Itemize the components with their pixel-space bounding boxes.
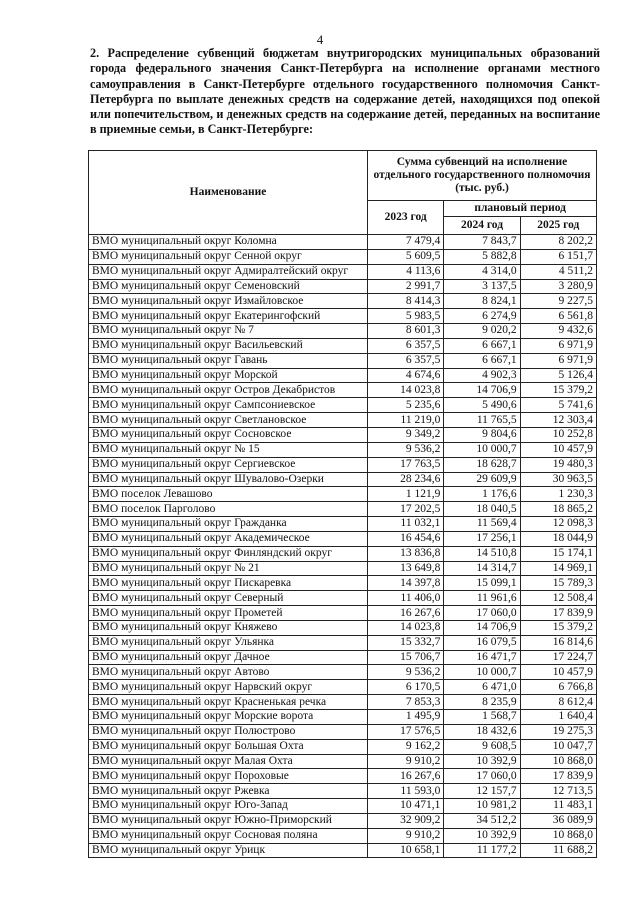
row-value-2024: 16 471,7 bbox=[444, 650, 520, 665]
row-value-2024: 4 902,3 bbox=[444, 368, 520, 383]
row-name: ВМО муниципальный округ Светлановское bbox=[89, 413, 368, 428]
table-row bbox=[89, 309, 597, 324]
row-value-2023: 6 357,5 bbox=[368, 353, 444, 368]
row-value-2023: 11 032,1 bbox=[368, 517, 444, 532]
row-name: ВМО муниципальный округ Сампсониевское bbox=[89, 398, 368, 413]
row-name: ВМО муниципальный округ Пискаревка bbox=[89, 576, 368, 591]
table-row bbox=[89, 235, 597, 250]
row-name: ВМО муниципальный округ Княжево bbox=[89, 620, 368, 635]
table-row bbox=[89, 472, 597, 487]
row-value-2023: 28 234,6 bbox=[368, 472, 444, 487]
row-value-2024: 6 471,0 bbox=[444, 680, 520, 695]
table-row bbox=[89, 338, 597, 353]
row-value-2024: 5 882,8 bbox=[444, 249, 520, 264]
row-name: ВМО муниципальный округ Сергиевское bbox=[89, 457, 368, 472]
row-value-2025: 5 126,4 bbox=[520, 368, 596, 383]
row-value-2023: 10 471,1 bbox=[368, 799, 444, 814]
row-value-2023: 7 853,3 bbox=[368, 695, 444, 710]
table-row bbox=[89, 754, 597, 769]
row-name: ВМО муниципальный округ Гражданка bbox=[89, 517, 368, 532]
row-value-2024: 1 568,7 bbox=[444, 710, 520, 725]
row-name: ВМО муниципальный округ Юго-Запад bbox=[89, 799, 368, 814]
row-name: ВМО муниципальный округ Гавань bbox=[89, 353, 368, 368]
row-value-2023: 1 495,9 bbox=[368, 710, 444, 725]
row-value-2025: 30 963,5 bbox=[520, 472, 596, 487]
row-value-2023: 16 267,6 bbox=[368, 606, 444, 621]
row-name: ВМО муниципальный округ Пороховые bbox=[89, 769, 368, 784]
row-value-2024: 14 706,9 bbox=[444, 383, 520, 398]
row-name: ВМО муниципальный округ Красненькая речка bbox=[89, 695, 368, 710]
row-value-2025: 15 789,3 bbox=[520, 576, 596, 591]
table-row bbox=[89, 249, 597, 264]
row-value-2025: 19 480,3 bbox=[520, 457, 596, 472]
row-value-2024: 17 060,0 bbox=[444, 769, 520, 784]
row-value-2024: 9 608,5 bbox=[444, 739, 520, 754]
row-value-2024: 6 667,1 bbox=[444, 353, 520, 368]
row-name: ВМО муниципальный округ Семеновский bbox=[89, 279, 368, 294]
row-name: ВМО муниципальный округ Академическое bbox=[89, 531, 368, 546]
row-value-2025: 6 971,9 bbox=[520, 353, 596, 368]
row-value-2024: 1 176,6 bbox=[444, 487, 520, 502]
table-row bbox=[89, 546, 597, 561]
row-value-2024: 17 060,0 bbox=[444, 606, 520, 621]
row-value-2023: 16 267,6 bbox=[368, 769, 444, 784]
row-value-2025: 17 224,7 bbox=[520, 650, 596, 665]
row-name: ВМО муниципальный округ Коломна bbox=[89, 235, 368, 250]
row-value-2025: 18 044,9 bbox=[520, 531, 596, 546]
row-value-2025: 6 766,8 bbox=[520, 680, 596, 695]
row-value-2024: 14 706,9 bbox=[444, 620, 520, 635]
header-year-2024: 2024 год bbox=[444, 217, 520, 235]
row-name: ВМО муниципальный округ Шувалово-Озерки bbox=[89, 472, 368, 487]
row-value-2023: 1 121,9 bbox=[368, 487, 444, 502]
row-value-2023: 5 235,6 bbox=[368, 398, 444, 413]
row-name: ВМО муниципальный округ Северный bbox=[89, 591, 368, 606]
table-row bbox=[89, 591, 597, 606]
header-year-2025: 2025 год bbox=[520, 217, 596, 235]
table-row bbox=[89, 487, 597, 502]
row-value-2025: 6 151,7 bbox=[520, 249, 596, 264]
row-value-2025: 18 865,2 bbox=[520, 502, 596, 517]
row-value-2024: 16 079,5 bbox=[444, 635, 520, 650]
row-value-2025: 11 483,1 bbox=[520, 799, 596, 814]
table-row bbox=[89, 427, 597, 442]
row-name: ВМО муниципальный округ № 7 bbox=[89, 324, 368, 339]
row-value-2024: 6 667,1 bbox=[444, 338, 520, 353]
row-value-2025: 16 814,6 bbox=[520, 635, 596, 650]
row-value-2025: 12 713,5 bbox=[520, 784, 596, 799]
row-value-2024: 5 490,6 bbox=[444, 398, 520, 413]
row-name: ВМО муниципальный округ Екатерингофский bbox=[89, 309, 368, 324]
table-row bbox=[89, 531, 597, 546]
row-value-2025: 15 174,1 bbox=[520, 546, 596, 561]
row-value-2023: 9 162,2 bbox=[368, 739, 444, 754]
table-row bbox=[89, 442, 597, 457]
table-body bbox=[89, 235, 597, 858]
table-row bbox=[89, 294, 597, 309]
row-value-2024: 29 609,9 bbox=[444, 472, 520, 487]
row-value-2024: 10 000,7 bbox=[444, 442, 520, 457]
row-value-2025: 8 612,4 bbox=[520, 695, 596, 710]
row-value-2025: 5 741,6 bbox=[520, 398, 596, 413]
row-name: ВМО муниципальный округ Морской bbox=[89, 368, 368, 383]
row-value-2023: 15 332,7 bbox=[368, 635, 444, 650]
table-row bbox=[89, 368, 597, 383]
row-name: ВМО муниципальный округ № 21 bbox=[89, 561, 368, 576]
row-value-2024: 10 392,9 bbox=[444, 828, 520, 843]
row-value-2023: 7 479,4 bbox=[368, 235, 444, 250]
row-name: ВМО муниципальный округ Сенной округ bbox=[89, 249, 368, 264]
row-value-2023: 15 706,7 bbox=[368, 650, 444, 665]
row-value-2024: 18 040,5 bbox=[444, 502, 520, 517]
row-value-2023: 17 202,5 bbox=[368, 502, 444, 517]
row-value-2024: 12 157,7 bbox=[444, 784, 520, 799]
row-value-2024: 17 256,1 bbox=[444, 531, 520, 546]
table-row bbox=[89, 279, 597, 294]
row-value-2024: 11 765,5 bbox=[444, 413, 520, 428]
row-value-2025: 1 640,4 bbox=[520, 710, 596, 725]
row-value-2025: 10 457,9 bbox=[520, 665, 596, 680]
row-name: ВМО муниципальный округ Большая Охта bbox=[89, 739, 368, 754]
row-value-2025: 10 047,7 bbox=[520, 739, 596, 754]
row-value-2024: 10 000,7 bbox=[444, 665, 520, 680]
row-value-2023: 9 910,2 bbox=[368, 754, 444, 769]
row-name: ВМО муниципальный округ Сосновая поляна bbox=[89, 828, 368, 843]
table-row bbox=[89, 635, 597, 650]
row-value-2025: 9 432,6 bbox=[520, 324, 596, 339]
row-value-2025: 17 839,9 bbox=[520, 769, 596, 784]
table-row bbox=[89, 680, 597, 695]
section-heading: 2. Распределение субвенций бюджетам внутригородских муниципальных образований города федерального значения Санкт-Петербурга на исполнение органами местного самоуправления в Санкт-Петербурге отдельного государственного полномочия Санкт-Петербурга по выплате денежных средств на содержание детей, находящихся под опекой или попечительством, и денежных средств на содержание детей, переданных на воспитание в приемные семьи, в Санкт-Петербурге: bbox=[90, 46, 600, 137]
row-name: ВМО муниципальный округ Прометей bbox=[89, 606, 368, 621]
row-value-2025: 12 303,4 bbox=[520, 413, 596, 428]
row-name: ВМО муниципальный округ Дачное bbox=[89, 650, 368, 665]
row-value-2025: 15 379,2 bbox=[520, 620, 596, 635]
row-value-2025: 10 252,8 bbox=[520, 427, 596, 442]
row-value-2023: 4 674,6 bbox=[368, 368, 444, 383]
row-value-2024: 15 099,1 bbox=[444, 576, 520, 591]
row-value-2025: 36 089,9 bbox=[520, 813, 596, 828]
row-name: ВМО муниципальный округ Малая Охта bbox=[89, 754, 368, 769]
row-value-2024: 14 314,7 bbox=[444, 561, 520, 576]
row-name: ВМО муниципальный округ Финляндский округ bbox=[89, 546, 368, 561]
row-value-2024: 11 569,4 bbox=[444, 517, 520, 532]
row-value-2023: 32 909,2 bbox=[368, 813, 444, 828]
row-value-2024: 6 274,9 bbox=[444, 309, 520, 324]
row-value-2025: 4 511,2 bbox=[520, 264, 596, 279]
row-value-2025: 12 098,3 bbox=[520, 517, 596, 532]
row-value-2023: 9 536,2 bbox=[368, 665, 444, 680]
row-value-2025: 14 969,1 bbox=[520, 561, 596, 576]
table-row bbox=[89, 383, 597, 398]
row-value-2023: 8 414,3 bbox=[368, 294, 444, 309]
row-value-2024: 8 824,1 bbox=[444, 294, 520, 309]
row-value-2023: 8 601,3 bbox=[368, 324, 444, 339]
row-value-2023: 6 170,5 bbox=[368, 680, 444, 695]
row-name: ВМО муниципальный округ Автово bbox=[89, 665, 368, 680]
row-value-2025: 10 457,9 bbox=[520, 442, 596, 457]
table-row bbox=[89, 769, 597, 784]
table-row bbox=[89, 650, 597, 665]
table-row bbox=[89, 710, 597, 725]
row-value-2023: 2 991,7 bbox=[368, 279, 444, 294]
row-value-2023: 6 357,5 bbox=[368, 338, 444, 353]
row-name: ВМО поселок Левашово bbox=[89, 487, 368, 502]
row-value-2023: 13 649,8 bbox=[368, 561, 444, 576]
row-value-2025: 15 379,2 bbox=[520, 383, 596, 398]
table-row bbox=[89, 799, 597, 814]
header-total: Сумма субвенций на исполнение отдельного государственного полномочия (тыс. руб.) bbox=[368, 151, 597, 201]
table-row bbox=[89, 695, 597, 710]
header-planned-period: плановый период bbox=[444, 201, 597, 217]
row-value-2023: 14 023,8 bbox=[368, 620, 444, 635]
row-value-2023: 4 113,6 bbox=[368, 264, 444, 279]
row-value-2024: 11 177,2 bbox=[444, 843, 520, 858]
row-name: ВМО муниципальный округ Урицк bbox=[89, 843, 368, 858]
row-value-2023: 9 910,2 bbox=[368, 828, 444, 843]
row-value-2024: 18 432,6 bbox=[444, 724, 520, 739]
row-value-2024: 10 981,2 bbox=[444, 799, 520, 814]
row-value-2023: 10 658,1 bbox=[368, 843, 444, 858]
row-name: ВМО муниципальный округ Васильевский bbox=[89, 338, 368, 353]
row-name: ВМО муниципальный округ Полюстрово bbox=[89, 724, 368, 739]
row-value-2024: 34 512,2 bbox=[444, 813, 520, 828]
row-name: ВМО муниципальный округ Южно-Приморский bbox=[89, 813, 368, 828]
table-row bbox=[89, 353, 597, 368]
row-value-2023: 17 763,5 bbox=[368, 457, 444, 472]
row-value-2024: 9 020,2 bbox=[444, 324, 520, 339]
row-name: ВМО муниципальный округ № 15 bbox=[89, 442, 368, 457]
header-year-2023: 2023 год bbox=[368, 201, 444, 235]
row-value-2025: 17 839,9 bbox=[520, 606, 596, 621]
table-row bbox=[89, 457, 597, 472]
row-name: ВМО муниципальный округ Сосновское bbox=[89, 427, 368, 442]
row-value-2023: 11 593,0 bbox=[368, 784, 444, 799]
row-value-2025: 9 227,5 bbox=[520, 294, 596, 309]
row-name: ВМО муниципальный округ Измайловское bbox=[89, 294, 368, 309]
row-value-2024: 14 510,8 bbox=[444, 546, 520, 561]
row-value-2024: 3 137,5 bbox=[444, 279, 520, 294]
row-value-2023: 11 219,0 bbox=[368, 413, 444, 428]
row-value-2025: 8 202,2 bbox=[520, 235, 596, 250]
table-row bbox=[89, 813, 597, 828]
row-name: ВМО муниципальный округ Морские ворота bbox=[89, 710, 368, 725]
row-value-2025: 19 275,3 bbox=[520, 724, 596, 739]
row-value-2023: 17 576,5 bbox=[368, 724, 444, 739]
table-row bbox=[89, 324, 597, 339]
row-value-2024: 8 235,9 bbox=[444, 695, 520, 710]
row-name: ВМО поселок Парголово bbox=[89, 502, 368, 517]
table-row bbox=[89, 843, 597, 858]
row-value-2025: 10 868,0 bbox=[520, 754, 596, 769]
table-row bbox=[89, 620, 597, 635]
row-value-2024: 11 961,6 bbox=[444, 591, 520, 606]
row-name: ВМО муниципальный округ Адмиралтейский округ bbox=[89, 264, 368, 279]
page-number: 4 bbox=[316, 32, 324, 47]
row-value-2024: 10 392,9 bbox=[444, 754, 520, 769]
table-row bbox=[89, 828, 597, 843]
row-value-2023: 11 406,0 bbox=[368, 591, 444, 606]
table-row bbox=[89, 413, 597, 428]
table-row bbox=[89, 576, 597, 591]
row-value-2024: 7 843,7 bbox=[444, 235, 520, 250]
row-value-2023: 14 023,8 bbox=[368, 383, 444, 398]
table-row bbox=[89, 784, 597, 799]
row-value-2023: 14 397,8 bbox=[368, 576, 444, 591]
table-row bbox=[89, 606, 597, 621]
row-value-2023: 9 536,2 bbox=[368, 442, 444, 457]
row-value-2025: 3 280,9 bbox=[520, 279, 596, 294]
subvention-table bbox=[88, 150, 597, 858]
table-row bbox=[89, 264, 597, 279]
row-value-2025: 1 230,3 bbox=[520, 487, 596, 502]
table-row bbox=[89, 665, 597, 680]
row-value-2025: 11 688,2 bbox=[520, 843, 596, 858]
table-row bbox=[89, 724, 597, 739]
row-value-2025: 6 971,9 bbox=[520, 338, 596, 353]
row-value-2024: 4 314,0 bbox=[444, 264, 520, 279]
table-row bbox=[89, 739, 597, 754]
row-value-2023: 5 983,5 bbox=[368, 309, 444, 324]
row-value-2024: 18 628,7 bbox=[444, 457, 520, 472]
row-value-2025: 10 868,0 bbox=[520, 828, 596, 843]
row-name: ВМО муниципальный округ Ржевка bbox=[89, 784, 368, 799]
table-row bbox=[89, 517, 597, 532]
row-value-2024: 9 804,6 bbox=[444, 427, 520, 442]
row-name: ВМО муниципальный округ Нарвский округ bbox=[89, 680, 368, 695]
table-row bbox=[89, 561, 597, 576]
row-value-2025: 12 508,4 bbox=[520, 591, 596, 606]
table-row bbox=[89, 502, 597, 517]
header-name: Наименование bbox=[89, 151, 368, 235]
row-value-2023: 9 349,2 bbox=[368, 427, 444, 442]
row-value-2023: 5 609,5 bbox=[368, 249, 444, 264]
row-value-2025: 6 561,8 bbox=[520, 309, 596, 324]
row-value-2023: 13 836,8 bbox=[368, 546, 444, 561]
row-name: ВМО муниципальный округ Остров Декабристов bbox=[89, 383, 368, 398]
table-row bbox=[89, 398, 597, 413]
row-name: ВМО муниципальный округ Ульянка bbox=[89, 635, 368, 650]
row-value-2023: 16 454,6 bbox=[368, 531, 444, 546]
